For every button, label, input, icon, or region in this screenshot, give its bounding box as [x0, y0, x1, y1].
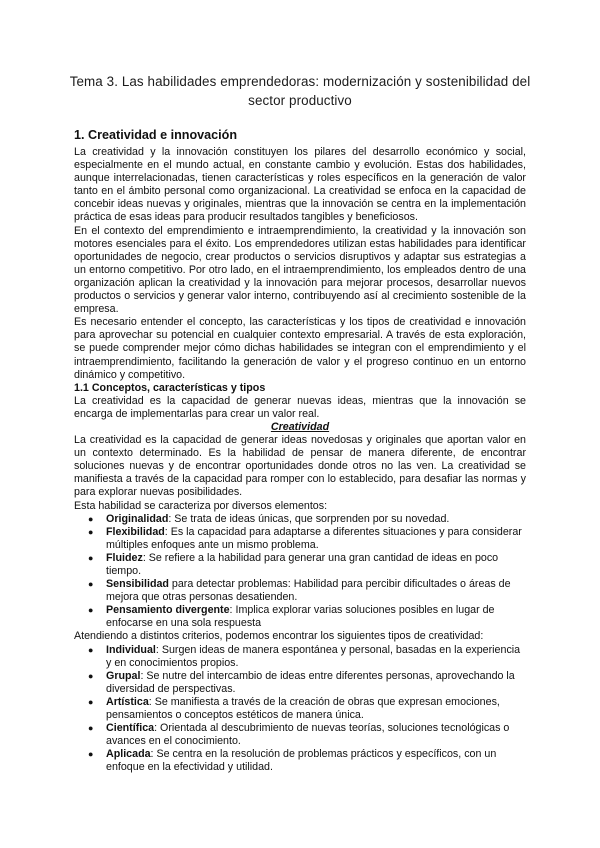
list-item — [94, 722, 526, 748]
list-term: Pensamiento divergente — [106, 604, 230, 617]
list-desc: : Orientada al descubrimiento de nuevas teorías, soluciones tecnológicas o avances en el conocimiento. — [106, 722, 510, 748]
list-item — [94, 513, 526, 526]
list-item — [94, 578, 526, 604]
list-desc: : Se refiere a la habilidad para generar una gran cantidad de ideas en poco tiempo. — [106, 551, 499, 577]
creatividad-title: Creatividad — [270, 420, 330, 433]
elements-list — [74, 513, 526, 631]
list-item — [94, 526, 526, 552]
list-term: Fluidez — [106, 551, 143, 564]
list-term: Originalidad — [106, 512, 169, 525]
section-heading: 1. Creatividad e innovación — [74, 128, 238, 142]
document-body — [74, 128, 526, 775]
list-item — [94, 644, 526, 670]
list-term: Científica — [106, 722, 155, 735]
list-item — [94, 670, 526, 696]
list-desc: : Se manifiesta a través de la creación de obras que expresan emociones, pensamientos o conceptos estéticos de manera única. — [106, 695, 500, 722]
list-term: Sensibilidad — [106, 578, 169, 591]
list-term: Grupal — [106, 669, 141, 682]
paragraph: La creatividad y la innovación constituyen los pilares del desarrollo económico y social, especialmente en el mundo actual, en constante cambio y evolución. Estas dos habilidades, aunque interrelacionadas, tienen características y roles específicos en la generación de valor tanto en el ámbito personal como organizacional. La creatividad se enfoca en la capacidad de concebir ideas nuevas y originales, mientras que la innovación se centra en la implementación práctica de esas ideas para producir resultados tangibles y beneficiosos. — [74, 146, 526, 224]
list-desc: : Se trata de ideas únicas, que sorprenden por su novedad. — [168, 512, 450, 525]
list-desc: : Se centra en la resolución de problemas prácticos y específicos, con un enfoque en la efectividad y utilidad. — [106, 748, 497, 774]
paragraph: Es necesario entender el concepto, las características y los tipos de creatividad e innovación para aprovechar su potencial en cualquier contexto empresarial. A través de esta exploración, se puede comprender mejor cómo dichas habilidades se integran con el emprendimiento y el intraemprendimiento, facilitando la generación de valor y el progreso continuo en un entorno dinámico y competitivo. — [74, 316, 526, 381]
list-desc: : Se nutre del intercambio de ideas entre diferentes personas, aprovechando la diversidad de perspectivas. — [106, 669, 515, 695]
list-desc: : Es la capacidad para adaptarse a diferentes situaciones y para considerar múltiples enfoques ante un mismo problema. — [106, 525, 522, 551]
list-item — [94, 552, 526, 578]
list-term: Individual — [106, 643, 156, 656]
paragraph: La creatividad es la capacidad de generar nuevas ideas, mientras que la innovación se encarga de implementarlas para crear un valor real. — [74, 394, 526, 420]
list-desc: para detectar problemas: Habilidad para percibir dificultades o áreas de mejora que otras personas desatienden. — [106, 578, 511, 604]
list-term: Aplicada — [106, 748, 151, 761]
list-intro: Atendiendo a distintos criterios, podemos encontrar los siguientes tipos de creatividad: — [74, 630, 484, 643]
paragraph: La creatividad es la capacidad de generar ideas novedosas y originales que aportan valor en un contexto determinado. Es la habilidad de pensar de manera diferente, de encontrar soluciones nuevas y de encontrar oportunidades donde otros no las ven. La creatividad se manifiesta a través de la capacidad para romper con lo establecido, para desafiar las normas y para explorar nuevas posibilidades. — [74, 434, 526, 499]
list-item — [94, 696, 526, 722]
list-item — [94, 748, 526, 774]
types-list — [74, 644, 526, 775]
list-item — [94, 604, 526, 630]
subsection-heading: 1.1 Conceptos, características y tipos — [74, 381, 266, 394]
list-desc: : Surgen ideas de manera espontánea y personal, basadas en la experiencia y en conocimientos propios. — [106, 643, 521, 669]
list-intro: Esta habilidad se caracteriza por diversos elementos: — [74, 499, 328, 512]
list-term: Flexibilidad — [106, 525, 165, 538]
paragraph: En el contexto del emprendimiento e intraemprendimiento, la creatividad y la innovación son motores esenciales para el éxito. Los emprendedores utilizan estas habilidades para identificar oportunidades de negocio, crear productos o servicios disruptivos y adaptar sus estrategias a un entorno competitivo. Por otro lado, en el intraemprendimiento, los empleados dentro de una organización aplican la creatividad y la innovación para mejorar procesos, desarrollar nuevos productos o servicios y generar valor interno, contribuyendo así al crecimiento sostenible de la empresa. — [74, 224, 526, 316]
document-title: Tema 3. Las habilidades emprendedoras: modernización y sostenibilidad del sector productivo — [69, 74, 531, 108]
list-term: Artística — [106, 695, 149, 708]
list-desc: : Implica explorar varias soluciones posibles en lugar de enfocarse en una sola respuesta — [106, 604, 495, 630]
